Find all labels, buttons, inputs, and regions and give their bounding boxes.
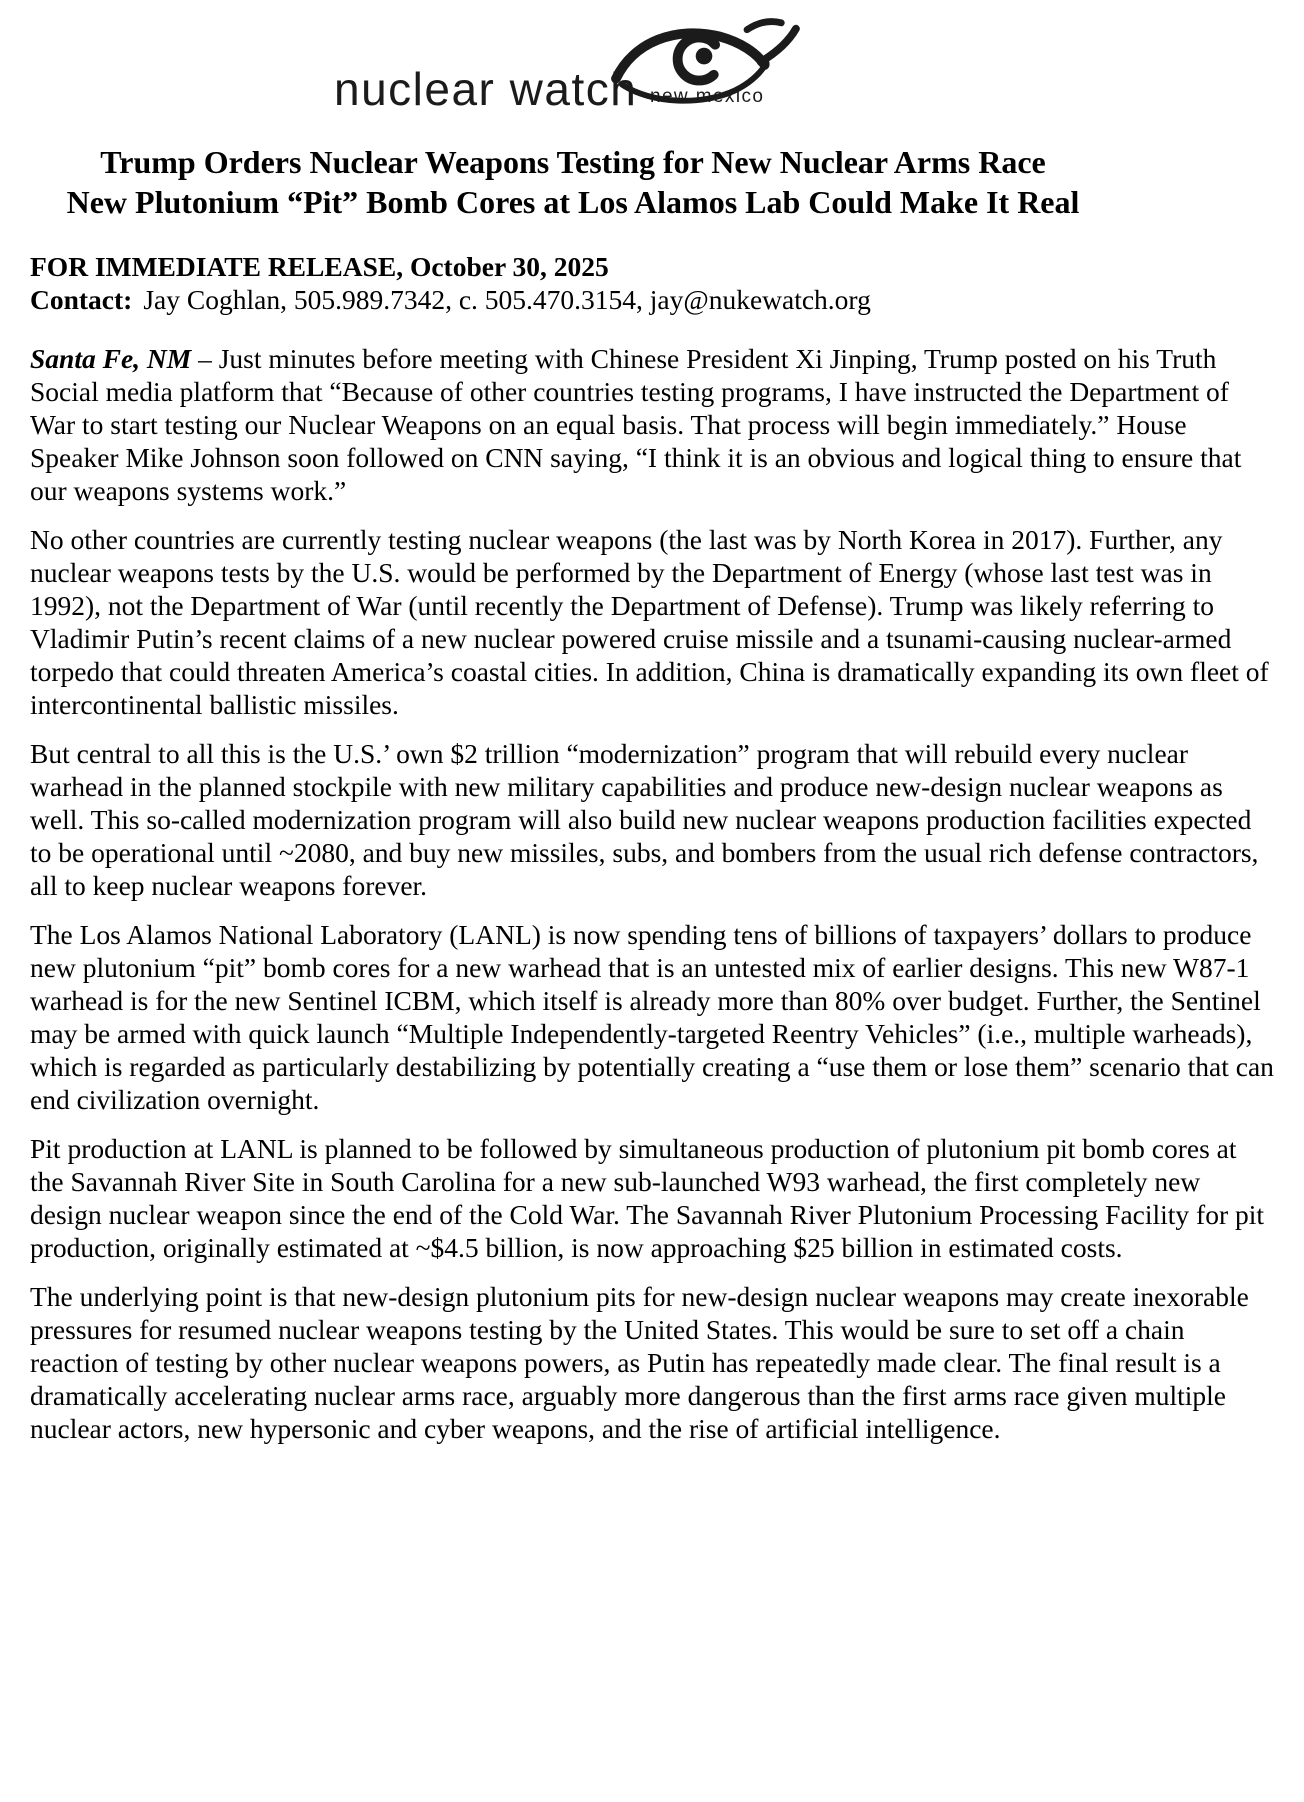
logo-region: new mexico (650, 86, 765, 107)
paragraph-4: The Los Alamos National Laboratory (LANL) is now spending tens of billions of taxpayers’ dollars to produce new plutonium “pit” bomb cores for a new warhead that is an untested mix of earlier designs. This new W87-1 warhead is for the new Sentinel ICBM, which itself is already more than 80% over budget. Further, the Sentinel may be armed with quick launch “Multiple Independently-targeted Reentry Vehicles” (i.e., multiple warheads), which is regarded as particularly destabilizing by potentially creating a “use them or lose them” scenario that can end civilization overnight. (30, 919, 1274, 1115)
paragraph-5: Pit production at LANL is planned to be followed by simultaneous production of plutonium pit bomb cores at the Savannah River Site in South Carolina for a new sub-launched W93 warhead, the first completely new design nuclear weapon since the end of the Cold War. The Savannah River Plutonium Processing Facility for pit production, originally estimated at ~$4.5 billion, is now approaching $25 billion in estimated costs. (30, 1133, 1265, 1263)
logo-wordmark: nuclear watch (334, 63, 638, 115)
article-body (30, 342, 1274, 1445)
paragraph-2: No other countries are currently testing nuclear weapons (the last was by North Korea in 2017). Further, any nuclear weapons tests by the U.S. would be performed by the Department of Energy (whose last test was in 1992), not the Department of War (until recently the Department of Defense). Trump was likely referring to Vladimir Putin’s recent claims of a new nuclear powered cruise missile and a tsunami-causing nuclear-armed torpedo that could threaten America’s coastal cities. In addition, China is dramatically expanding its own fleet of intercontinental ballistic missiles. (30, 524, 1269, 720)
headline-line1: Trump Orders Nuclear Weapons Testing for New Nuclear Arms Race (100, 144, 1046, 180)
contact-line (30, 283, 1274, 316)
headline (30, 142, 1116, 222)
lead-paragraph (30, 342, 1274, 507)
contact-label: Contact: (30, 284, 133, 315)
lead-paragraph-text: – Just minutes before meeting with Chinese President Xi Jinping, Trump posted on his Truth Social media platform that “Because of other countries testing programs, I have instructed the Department of War to start testing our Nuclear Weapons on an equal basis. That process will begin immediately.” House Speaker Mike Johnson soon followed on CNN saying, “I think it is an obvious and logical thing to ensure that our weapons systems work.” (30, 343, 1242, 506)
dateline: Santa Fe, NM (30, 343, 192, 374)
paragraph-6: The underlying point is that new-design plutonium pits for new-design nuclear weapons may create inexorable pressures for resumed nuclear weapons testing by the United States. This would be sure to set off a chain reaction of testing by other nuclear weapons powers, as Putin has repeatedly made clear. The final result is a dramatically accelerating nuclear arms race, arguably more dangerous than the first arms race given multiple nuclear actors, new hypersonic and cyber weapons, and the rise of artificial intelligence. (30, 1281, 1249, 1444)
contact-value: Jay Coghlan, 505.989.7342, c. 505.470.3154, jay@nukewatch.org (143, 284, 871, 315)
release-line: FOR IMMEDIATE RELEASE, October 30, 2025 (30, 251, 609, 282)
nuclear-watch-logo (334, 14, 812, 116)
masthead (30, 14, 1116, 116)
headline-line2: New Plutonium “Pit” Bomb Cores at Los Alamos Lab Could Make It Real (66, 184, 1080, 220)
paragraph-3: But central to all this is the U.S.’ own $2 trillion “modernization” program that will rebuild every nuclear warhead in the planned stockpile with new military capabilities and produce new-design nuclear weapons as well. This so-called modernization program will also build new nuclear weapons production facilities expected to be operational until ~2080, and buy new missiles, subs, and bombers from the usual rich defense contractors, all to keep nuclear weapons forever. (30, 738, 1259, 901)
